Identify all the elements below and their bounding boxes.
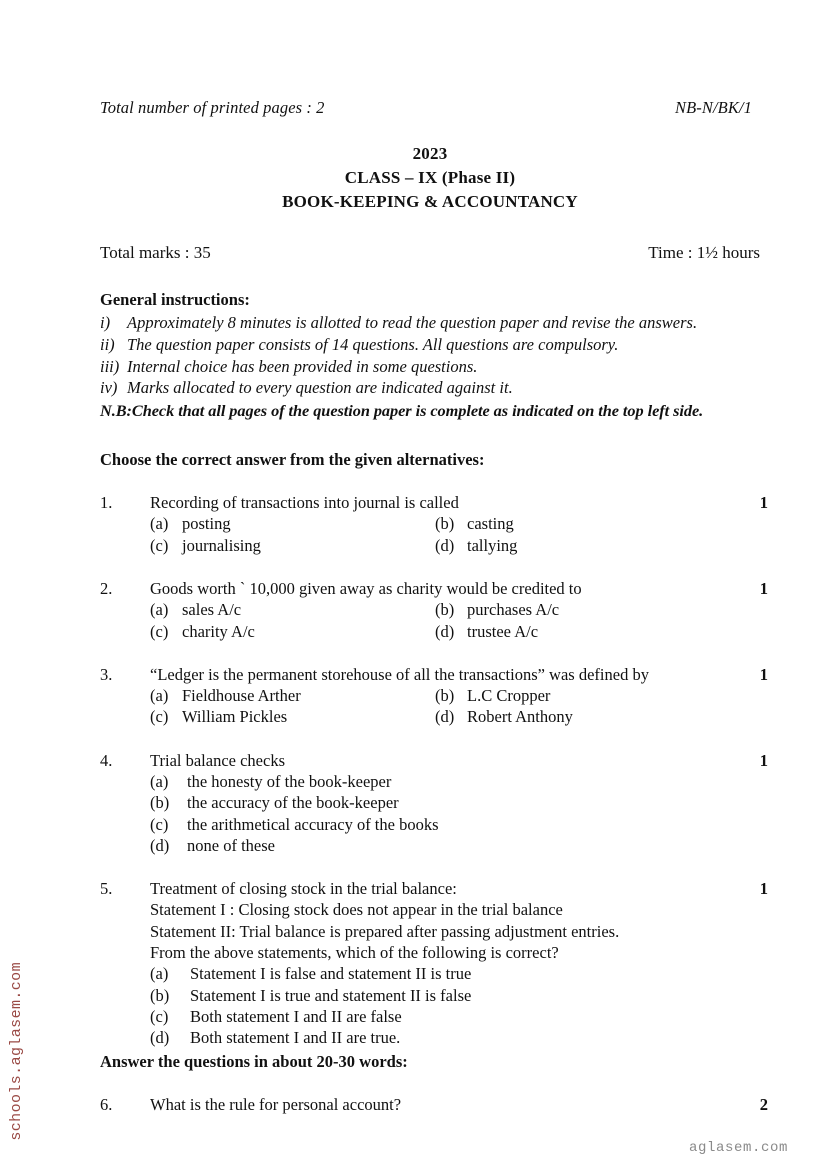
option-label: (c) <box>150 535 169 555</box>
question-options <box>150 771 760 856</box>
option-c[interactable] <box>150 706 435 727</box>
general-instructions-heading: General instructions: <box>100 290 250 310</box>
instruction-text: Approximately 8 minutes is allotted to read the question paper and revise the answers. <box>127 313 698 333</box>
time-allowed-label: Time : 1½ hours <box>648 243 760 263</box>
option-row <box>150 599 760 620</box>
option-value: tallying <box>467 535 518 555</box>
instruction-number: i) <box>100 313 111 333</box>
option-label: (d) <box>435 535 455 555</box>
question-number: 1. <box>100 493 113 513</box>
question-text: Treatment of closing stock in the trial balance: <box>150 879 457 899</box>
option-label: (d) <box>435 707 455 727</box>
option-label: (c) <box>150 621 169 641</box>
option-row <box>150 706 760 727</box>
exam-year: 2023 <box>412 144 448 163</box>
instruction-item <box>100 312 760 334</box>
question-item <box>100 878 768 1048</box>
option-row <box>150 513 760 534</box>
short-answer-section-heading: Answer the questions in about 20-30 words: <box>100 1052 408 1072</box>
question-header <box>100 664 760 685</box>
question-options <box>150 963 760 1048</box>
printed-pages-label: Total number of printed pages : 2 <box>100 98 325 117</box>
option-a[interactable] <box>150 685 435 706</box>
exam-subject: BOOK-KEEPING & ACCOUNTANCY <box>282 192 578 212</box>
option-label: (a) <box>150 771 169 791</box>
option-row <box>150 535 760 556</box>
instruction-number: iv) <box>100 378 118 398</box>
instruction-text: The question paper consists of 14 questions. All questions are compulsory. <box>127 334 619 354</box>
mcq-section-heading: Choose the correct answer from the given alternatives: <box>100 450 485 470</box>
option-value: Both statement I and II are true. <box>190 1028 401 1048</box>
question-number: 4. <box>100 750 113 770</box>
instruction-item <box>100 334 760 356</box>
question-item <box>100 750 768 856</box>
option-c[interactable] <box>150 535 435 556</box>
question-marks: 1 <box>759 664 768 684</box>
question-number: 5. <box>100 879 113 899</box>
instruction-note: N.B:Check that all pages of the question paper is complete as indicated on the top left side. <box>100 400 704 420</box>
question-number: 6. <box>100 1095 113 1115</box>
option-value: Fieldhouse Arther <box>182 686 301 706</box>
question-text: Trial balance checks <box>150 750 286 770</box>
option-label: (a) <box>150 514 169 534</box>
question-header <box>100 492 760 513</box>
option-value: purchases A/c <box>467 600 560 620</box>
watermark-left-site: schools.aglasem.com <box>8 962 25 1141</box>
option-value: the arithmetical accuracy of the books <box>187 814 439 834</box>
option-label: (d) <box>435 621 455 641</box>
question-options <box>150 599 760 642</box>
option-value: sales A/c <box>182 600 242 620</box>
option-b[interactable] <box>435 685 550 706</box>
option-value: none of these <box>187 835 275 855</box>
option-d[interactable] <box>150 835 760 856</box>
question-text: Goods worth ` 10,000 given away as charity would be credited to <box>150 579 582 598</box>
option-c[interactable] <box>150 621 435 642</box>
question-statements <box>150 899 760 963</box>
exam-class: CLASS – IX (Phase II) <box>344 168 516 188</box>
instruction-text: Internal choice has been provided in some questions. <box>127 356 478 376</box>
question-header <box>100 750 760 771</box>
option-value: Statement I is false and statement II is true <box>190 964 472 984</box>
option-label: (c) <box>150 707 169 727</box>
question-marks: 1 <box>759 879 768 899</box>
paper-code: NB-N/BK/1 <box>675 98 752 117</box>
option-row <box>150 685 760 706</box>
question-header <box>100 878 760 899</box>
option-value: charity A/c <box>182 621 255 641</box>
instruction-number: iii) <box>100 356 120 376</box>
exam-meta-row <box>100 243 760 263</box>
option-a[interactable] <box>150 513 435 534</box>
instruction-text: Marks allocated to every question are indicated against it. <box>127 378 513 398</box>
question-header <box>100 578 760 599</box>
option-value: William Pickles <box>182 707 288 727</box>
question-item <box>100 492 768 556</box>
option-c[interactable] <box>150 814 760 835</box>
option-label: (b) <box>150 985 170 1005</box>
option-value: the honesty of the book-keeper <box>187 771 392 791</box>
option-d[interactable] <box>435 621 538 642</box>
question-item <box>100 578 768 642</box>
option-a[interactable] <box>150 963 760 984</box>
question-marks: 1 <box>759 579 768 598</box>
option-value: Statement I is true and statement II is false <box>190 985 472 1005</box>
option-label: (a) <box>150 964 169 984</box>
statement-line: Statement II: Trial balance is prepared after passing adjustment entries. <box>150 921 620 941</box>
question-item <box>100 664 768 728</box>
question-text: Recording of transactions into journal is called <box>150 493 459 513</box>
document-content <box>100 98 768 1116</box>
question-header <box>100 1094 760 1115</box>
option-a[interactable] <box>150 599 435 620</box>
title-block <box>100 142 760 214</box>
option-b[interactable] <box>150 792 760 813</box>
option-value: casting <box>467 514 514 534</box>
option-label: (a) <box>150 600 169 620</box>
question-marks: 2 <box>759 1095 768 1115</box>
option-value: posting <box>182 514 231 534</box>
question-item <box>100 1094 768 1115</box>
question-number: 2. <box>100 579 113 598</box>
total-marks-label: Total marks : 35 <box>100 243 211 263</box>
option-value: the accuracy of the book-keeper <box>187 793 399 813</box>
question-text: “Ledger is the permanent storehouse of all the transactions” was defined by <box>150 664 649 684</box>
option-label: (b) <box>150 793 170 813</box>
instruction-item <box>100 356 760 378</box>
option-label: (c) <box>150 814 169 834</box>
statement-line: From the above statements, which of the following is correct? <box>150 942 559 962</box>
general-instructions-list <box>100 312 760 421</box>
option-label: (b) <box>435 514 455 534</box>
option-label: (c) <box>150 1006 169 1026</box>
option-d[interactable] <box>435 535 517 556</box>
option-d[interactable] <box>150 1027 760 1048</box>
question-marks: 1 <box>759 493 768 513</box>
statement-line: Statement I : Closing stock does not appear in the trial balance <box>150 900 563 920</box>
option-label: (b) <box>435 600 455 620</box>
option-c[interactable] <box>150 1006 760 1027</box>
option-value: journalising <box>182 535 261 555</box>
option-label: (b) <box>435 686 455 706</box>
question-text: What is the rule for personal account? <box>150 1095 402 1115</box>
option-label: (d) <box>150 835 170 855</box>
question-options <box>150 685 760 728</box>
header-row <box>100 98 760 118</box>
watermark-bottom-site: aglasem.com <box>688 1140 788 1156</box>
option-d[interactable] <box>435 706 573 727</box>
instruction-item <box>100 377 760 399</box>
question-number: 3. <box>100 664 113 684</box>
option-value: trustee A/c <box>467 621 539 641</box>
question-marks: 1 <box>759 750 768 770</box>
option-b[interactable] <box>435 513 514 534</box>
option-value: L.C Cropper <box>467 686 551 706</box>
option-row <box>150 621 760 642</box>
option-a[interactable] <box>150 771 760 792</box>
option-value: Robert Anthony <box>467 707 573 727</box>
option-b[interactable] <box>435 599 559 620</box>
option-value: Both statement I and II are false <box>190 1006 402 1026</box>
option-label: (d) <box>150 1028 170 1048</box>
instruction-number: ii) <box>100 334 115 354</box>
question-options <box>150 513 760 556</box>
option-b[interactable] <box>150 985 760 1006</box>
option-label: (a) <box>150 686 169 706</box>
